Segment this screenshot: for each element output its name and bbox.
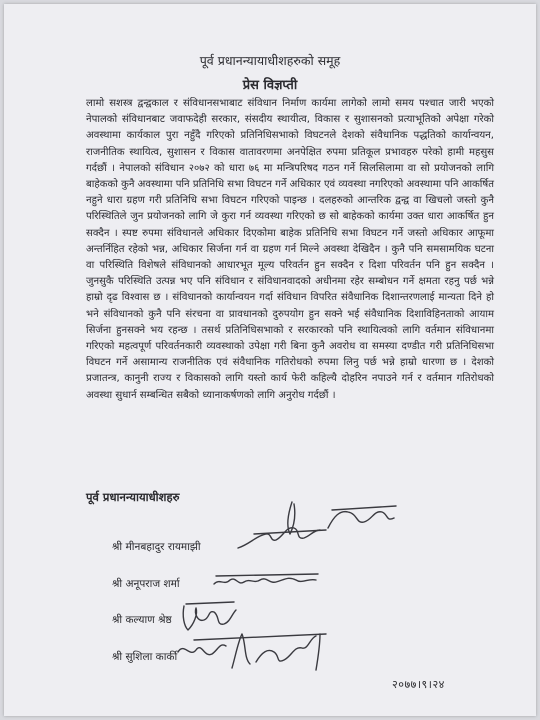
press-release-page	[4, 4, 536, 716]
press-release-title: प्रेस विज्ञप्ती	[242, 78, 298, 93]
signatory-name-4: श्री सुशिला कार्की	[112, 651, 178, 663]
signatories-heading: पूर्व प्रधानन्यायाधीशहरु	[86, 490, 180, 504]
body-paragraph: लामो सशस्त्र द्वन्द्वकाल र संविधानसभाबाट संविधान निर्माण कार्यमा लागेको लामो समय पश्चात जारी भएको नेपालको संविधानबाट जवाफदेही सरकार, संसदीय स्थायीत्व, विकास र सुशासनको प्रत्याभूतिको अपेक्षा गरेको अवस्थामा कार्यकाल पुरा नहुँदै गरिएको प्रतिनिधिसभाको विघटनले देशको संवैधानिक पद्धतिको कार्यान्वयन, राजनीतिक स्थायित्व, सुशासन र विकास वातावरणमा अनपेक्षित रुपमा प्रतिकूल प्रभावहरु परेको हामी महसुस गर्दछौं । नेपालको संविधान २०७२ को धारा ७६ मा मन्त्रिपरिषद गठन गर्ने सिलसिलामा वा सो प्रयोजनको लागि बाहेकको कुनै अवस्थामा पनि प्रतिनिधि सभा विघटन गर्ने अधिकार एवं व्यवस्था नगरिएको अवस्थामा पनि आकर्षित नहुने धारा ग्रहण गरी प्रतिनिधि सभा विघटन गरिएको पाइन्छ । दलहरुको आन्तरिक द्वन्द्व वा खिचलो जस्तो कुनै परिस्थितिले जुन प्रयोजनको लागि जे कुरा गर्न व्यवस्था गरिएको छ सो बाहेकको कार्यमा उक्त धारा आकर्षित हुन सक्दैन । स्पष्ट रुपमा संविधानले अधिकार दिएकोमा बाहेक प्रतिनिधि सभा विघटन गर्ने जस्तो अधिकार आफूमा अन्तर्निहित रहेको भन्न, अधिकार सिर्जना गर्न वा ग्रहण गर्न मिल्ने अवस्था देखिदैन । कुनै पनि समसामयिक घटना वा परिस्थिति विशेषले संविधानको आधारभूत मूल्य परिवर्तन हुन सक्दैन र दिशा परिवर्तन पनि हुन सक्दैन । जुनसुकै परिस्थिति उत्पन्न भए पनि संविधान र संविधानवादको अधीनमा रहेर सम्बोधन गर्ने क्षमता रहनु पर्छ भन्ने हाम्रो दृढ विश्वास छ । संविधानको कार्यान्वयन गर्दा संविधान विपरित संवैधानिक दिशान्तरणलाई मान्यता दिने हो भने संविधानको कुनै पनि संरचना वा प्रावधानको दुरुपयोग हुन सक्ने भई संवैधानिक दिशाविहिनताको आयाम सिर्जना हुनसक्ने भय रहन्छ । तसर्थ प्रतिनिधिसभाको र सरकारको पनि स्थायित्वको लागि वर्तमान संविधानमा गरिएको महत्वपूर्ण परिवर्तनकारी व्यवस्थाको उपेक्षा गरी बिना कुनै अवरोध वा समस्या दण्डीत गरी प्रतिनिधिसभा विघटन गर्ने असामान्य राजनीतिक एवं संवैधानिक गतिरोधको रुपमा लिनु पर्छ भन्ने हाम्रो धारणा छ । देशको प्रजातन्त्र, कानुनी राज्य र विकासको लागि यस्तो कार्य फेरी कहिल्यै दोहरिन नपाउने गर्न र वर्तमान गतिरोधको अवस्था सुधार्न सम्बन्धित सबैको ध्यानाकर्षणको लागि अनुरोध गर्दछौं ।	[86, 98, 494, 401]
signatory-name-1: श्री मीनबहादुर रायमाझी	[112, 541, 201, 553]
signatory-name-2: श्री अनूपराज शर्मा	[112, 578, 180, 590]
signature-1	[236, 496, 406, 556]
signature-4	[176, 628, 336, 676]
group-name-heading: पूर्व प्रधानन्यायाधीशहरुको समूह	[199, 53, 341, 68]
signature-2	[212, 570, 322, 592]
release-date: २०७७।९।२४	[392, 678, 445, 691]
press-release-body	[86, 96, 494, 404]
signatory-name-3: श्री कल्याण श्रेष्ठ	[112, 614, 172, 626]
